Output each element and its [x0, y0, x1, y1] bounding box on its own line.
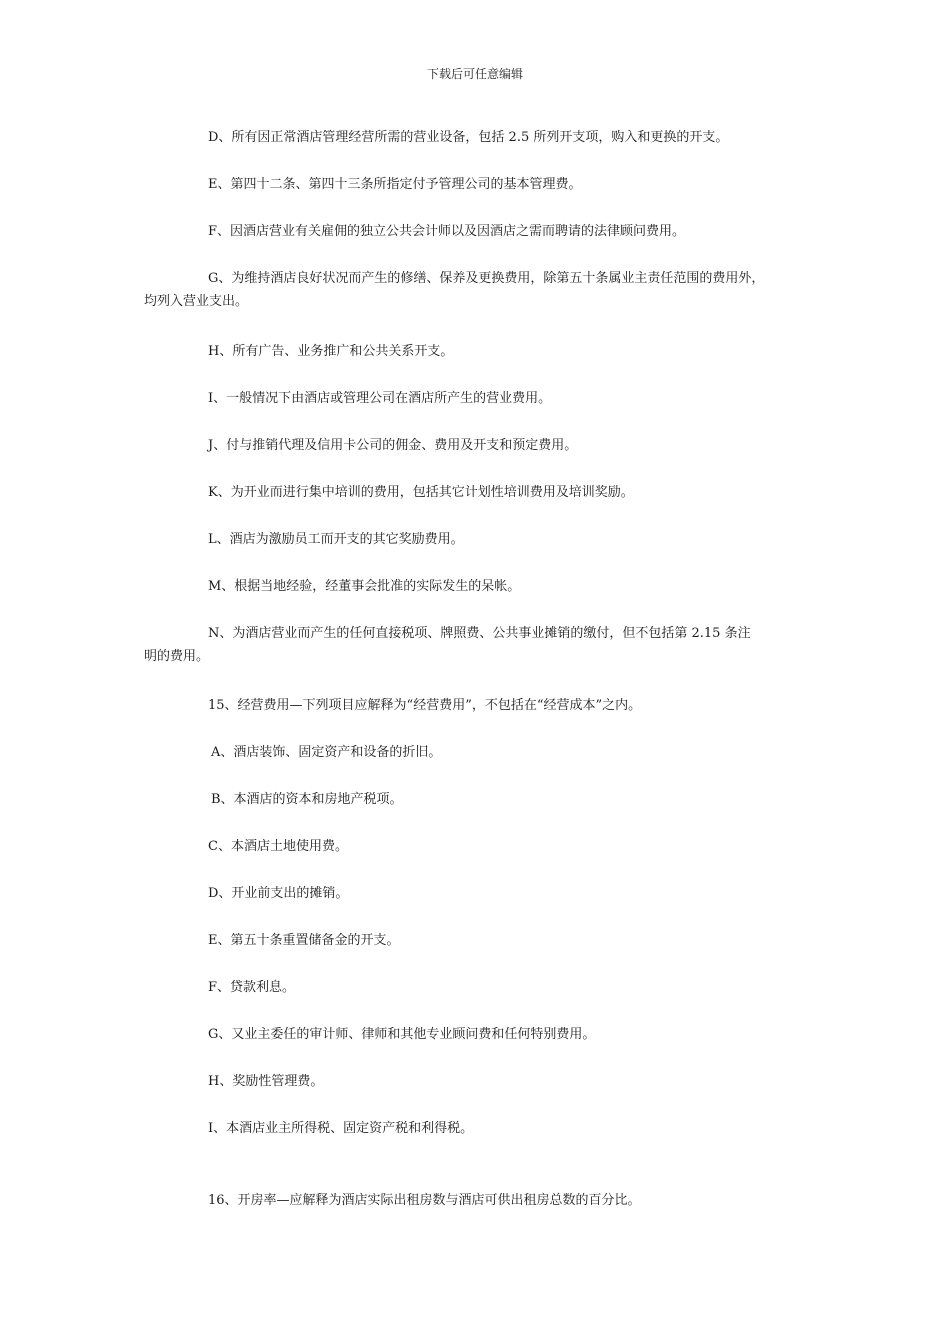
- paragraph-i-operating: [144, 387, 819, 410]
- paragraph-j-commission: [144, 434, 819, 457]
- paragraph-text: E、第五十条重置储备金的开支。: [208, 933, 400, 948]
- paragraph-text: F、贷款利息。: [208, 980, 296, 995]
- paragraph-text: C、本酒店土地使用费。: [208, 839, 348, 854]
- paragraph-continuation: 均列入营业支出。: [144, 294, 249, 309]
- paragraph-text: F、因酒店营业有关雇佣的独立公共会计师以及因酒店之需而聘请的法律顾问费用。: [208, 224, 686, 239]
- paragraph-continuation: 明的费用。: [144, 649, 210, 664]
- paragraph-h-advertising: [144, 340, 819, 363]
- paragraph-text: K、为开业而进行集中培训的费用，包括其它计划性培训费用及培训奖励。: [208, 485, 634, 500]
- page-header: 下载后可任意编辑: [426, 67, 523, 81]
- paragraph-c-land-fee: [144, 835, 819, 858]
- paragraph-f-interest: [144, 976, 819, 999]
- paragraph-h-incentive-fee: [144, 1070, 819, 1093]
- paragraph-d-equipment: [144, 126, 819, 149]
- paragraph-l-incentive: [144, 528, 819, 551]
- paragraph-text: B、本酒店的资本和房地产税项。: [211, 792, 403, 807]
- paragraph-text: I、一般情况下由酒店或管理公司在酒店所产生的营业费用。: [208, 391, 552, 406]
- paragraph-text: H、奖励性管理费。: [208, 1074, 324, 1089]
- paragraph-15-operating-expenses: [144, 694, 819, 717]
- paragraph-text: D、所有因正常酒店管理经营所需的营业设备，包括 2.5 所列开支项，购入和更换的开支。: [208, 130, 729, 145]
- paragraph-text: J、付与推销代理及信用卡公司的佣金、费用及开支和预定费用。: [208, 438, 578, 453]
- paragraph-b-capital-tax: [144, 788, 819, 811]
- paragraph-text: A、酒店装饰、固定资产和设备的折旧。: [211, 745, 442, 760]
- paragraph-m-bad-debt: [144, 575, 819, 598]
- paragraph-e-reserve: [144, 929, 819, 952]
- paragraph-text: L、酒店为激励员工而开支的其它奖励费用。: [208, 532, 464, 547]
- paragraph-text: M、根据当地经验，经董事会批准的实际发生的呆帐。: [208, 579, 521, 594]
- paragraph-text: G、为维持酒店良好状况而产生的修缮、保养及更换费用，除第五十条属业主责任范围的费用外，: [208, 271, 765, 286]
- paragraph-text: N、为酒店营业而产生的任何直接税项、牌照费、公共事业摊销的缴付，但不包括第 2.15 条注: [208, 626, 751, 641]
- paragraph-text: H、所有广告、业务推广和公共关系开支。: [208, 344, 454, 359]
- paragraph-g-auditor: [144, 1023, 819, 1046]
- paragraph-i-income-tax: [144, 1117, 819, 1140]
- paragraph-text: 16、开房率—应解释为酒店实际出租房数与酒店可供出租房总数的百分比。: [208, 1193, 641, 1208]
- paragraph-text: 15、经营费用—下列项目应解释为“经营费用”，不包括在“经营成本”之内。: [208, 698, 642, 713]
- paragraph-n-taxes: [144, 622, 819, 668]
- paragraph-f-accountant: [144, 220, 819, 243]
- paragraph-text: G、又业主委任的审计师、律师和其他专业顾问费和任何特别费用。: [208, 1027, 596, 1042]
- paragraph-g-repairs: [144, 267, 819, 313]
- paragraph-d-preopening: [144, 882, 819, 905]
- paragraph-e-base-fee: [144, 173, 819, 196]
- paragraph-a-depreciation: [144, 741, 819, 764]
- paragraph-text: E、第四十二条、第四十三条所指定付予管理公司的基本管理费。: [208, 177, 582, 192]
- paragraph-text: D、开业前支出的摊销。: [208, 886, 349, 901]
- paragraph-text: I、本酒店业主所得税、固定资产税和利得税。: [208, 1121, 474, 1136]
- paragraph-k-training: [144, 481, 819, 504]
- paragraph-16-occupancy: [144, 1189, 819, 1212]
